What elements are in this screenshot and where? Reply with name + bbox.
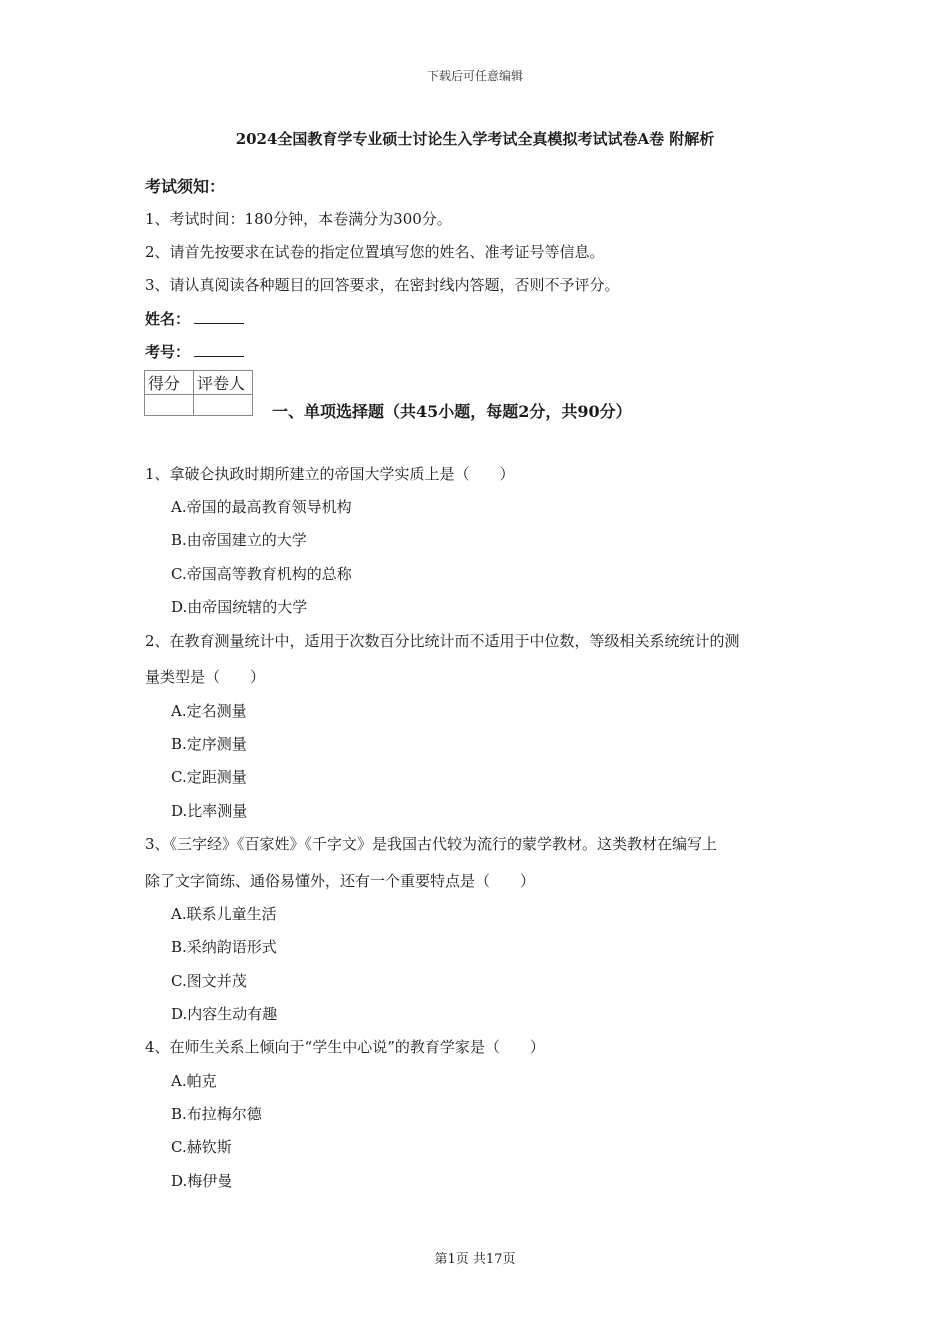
notice-item: 1、考试时间：180分钟，本卷满分为300分。 xyxy=(145,210,452,228)
option: C.赫钦斯 xyxy=(171,1138,232,1156)
option: B.由帝国建立的大学 xyxy=(171,531,307,549)
question-stem: 3、《三字经》《百家姓》《千字文》是我国古代较为流行的蒙学教材。这类教材在编写上 xyxy=(145,835,718,853)
question-stem: 2、在教育测量统计中，适用于次数百分比统计而不适用于中位数，等级相关系统统计的测 xyxy=(145,632,740,650)
option: A.联系儿童生活 xyxy=(171,905,277,923)
score-table xyxy=(144,370,253,416)
question-stem: 除了文字简练、通俗易懂外，还有一个重要特点是（ ） xyxy=(145,872,536,890)
page-title: 2024全国教育学专业硕士讨论生入学考试全真模拟考试试卷A卷 附解析 xyxy=(235,130,715,148)
notice-heading: 考试须知： xyxy=(145,177,226,196)
grader-header: 评卷人 xyxy=(194,371,253,395)
score-cell[interactable] xyxy=(145,395,194,416)
notice-item: 3、请认真阅读各种题目的回答要求，在密封线内答题，否则不予评分。 xyxy=(145,276,620,294)
option: C.图文并茂 xyxy=(171,972,247,990)
header-note: 下载后可任意编辑 xyxy=(426,69,523,83)
option: A.帕克 xyxy=(171,1072,217,1090)
page-footer: 第1页 共17页 xyxy=(434,1252,516,1267)
id-label: 考号： xyxy=(145,343,191,361)
option: D.梅伊曼 xyxy=(171,1172,233,1190)
option: D.比率测量 xyxy=(171,802,248,820)
option: C.帝国高等教育机构的总称 xyxy=(171,565,352,583)
name-label: 姓名： xyxy=(145,310,191,328)
id-blank[interactable] xyxy=(194,342,244,357)
option: D.由帝国统辖的大学 xyxy=(171,598,308,616)
option: A.定名测量 xyxy=(171,702,247,720)
score-header: 得分 xyxy=(145,371,194,395)
option: C.定距测量 xyxy=(171,768,247,786)
question-stem: 4、在师生关系上倾向于“学生中心说”的教育学家是（ ） xyxy=(145,1038,545,1056)
name-blank[interactable] xyxy=(194,309,244,324)
id-field xyxy=(145,341,244,362)
option: D.内容生动有趣 xyxy=(171,1005,278,1023)
name-field xyxy=(145,308,244,329)
section-heading: 一、单项选择题（共45小题，每题2分，共90分） xyxy=(272,402,632,421)
question-stem: 量类型是（ ） xyxy=(145,668,266,686)
question-stem: 1、拿破仑执政时期所建立的帝国大学实质上是（ ） xyxy=(145,465,515,483)
notice-item: 2、请首先按要求在试卷的指定位置填写您的姓名、准考证号等信息。 xyxy=(145,243,605,261)
option: A.帝国的最高教育领导机构 xyxy=(171,498,352,516)
option: B.布拉梅尔德 xyxy=(171,1105,262,1123)
grader-cell[interactable] xyxy=(194,395,253,416)
option: B.定序测量 xyxy=(171,735,247,753)
option: B.采纳韵语形式 xyxy=(171,938,277,956)
